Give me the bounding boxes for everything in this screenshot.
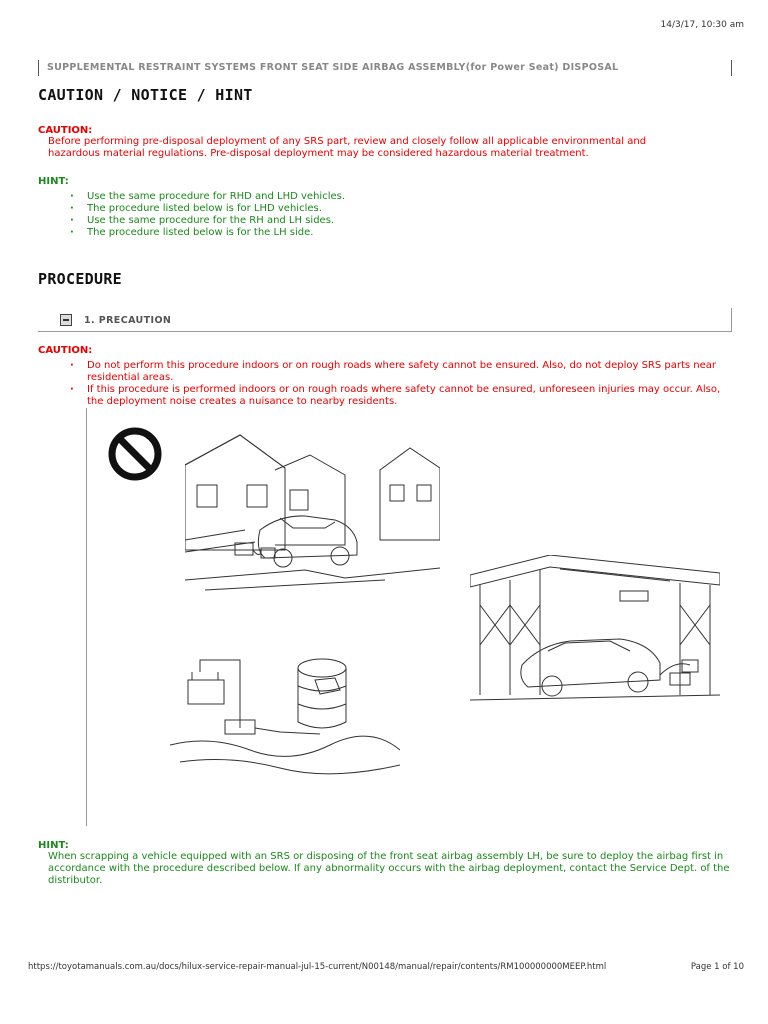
outdoor-deployment-illustration (170, 650, 400, 780)
hint-text: When scrapping a vehicle equipped with an SRS or disposing of the front seat airbag assembly LH, be sure to deploy the airbag first in accordance with the procedure described below. If any abnormality occurs with the airbag deployment, contact the Service Dept. of the distributor. (48, 851, 730, 886)
print-timestamp: 14/3/17, 10:30 am (660, 20, 744, 30)
section-header-precaution[interactable] (38, 308, 732, 332)
section-title: 1. PRECAUTION (84, 315, 172, 326)
page-number: Page 1 of 10 (690, 962, 744, 972)
precaution-caution-block (38, 345, 732, 408)
caution-block (38, 125, 732, 160)
hint-label: HINT: (38, 840, 69, 851)
list-item: · Use the same procedure for RHD and LHD vehicles. (38, 191, 732, 203)
list-item: · The procedure listed below is for LHD vehicles. (38, 203, 732, 215)
list-item: · Use the same procedure for the RH and LH sides. (38, 215, 732, 227)
caution-label: CAUTION: (38, 345, 93, 356)
hint-label: HINT: (38, 176, 69, 187)
hint-block (38, 176, 732, 239)
precaution-hint-block (38, 840, 732, 887)
indoor-garage-illustration (470, 555, 720, 710)
caution-list (38, 360, 732, 408)
list-item: · Do not perform this procedure indoors or on rough roads where safety cannot be ensured. Also, do not deploy SRS parts near residential areas. (38, 360, 732, 384)
procedure-heading: PROCEDURE (38, 270, 122, 288)
collapse-icon[interactable] (60, 314, 72, 326)
caution-label: CAUTION: (38, 125, 93, 136)
list-item: · If this procedure is performed indoors or on rough roads where safety cannot be ensured, unforeseen injuries may occur. Also, the deployment noise creates a nuisance to nearby residents. (38, 384, 732, 408)
caution-notice-hint-heading: CAUTION / NOTICE / HINT (38, 86, 253, 104)
residential-area-illustration (185, 430, 440, 595)
prohibition-icon (107, 426, 163, 482)
hint-list (38, 191, 732, 239)
breadcrumb: SUPPLEMENTAL RESTRAINT SYSTEMS FRONT SEAT SIDE AIRBAG ASSEMBLY(for Power Seat) DISPOSAL (38, 60, 732, 76)
footer-url[interactable]: https://toyotamanuals.com.au/docs/hilux-service-repair-manual-jul-15-current/N00148/manual/repair/contents/RM100000000MEEP.html (28, 962, 607, 972)
list-item: · The procedure listed below is for the LH side. (38, 227, 732, 239)
illustration-border (86, 408, 87, 826)
caution-text: Before performing pre-disposal deployment of any SRS part, review and closely follow all applicable environmental and hazardous material regulations. Pre-disposal deployment may be considered hazardous material treatment. (48, 136, 647, 159)
